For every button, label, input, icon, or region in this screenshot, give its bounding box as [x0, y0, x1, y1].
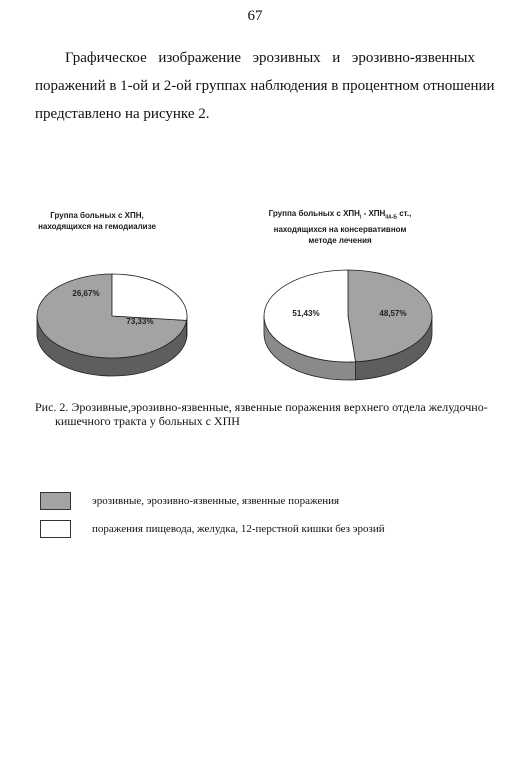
- intro-paragraph: [35, 44, 495, 128]
- intro-line-2: поражений в 1-ой и 2-ой группах наблюдения в процентном отношении: [35, 78, 495, 94]
- figure-2: [0, 198, 510, 398]
- legend-label-non-erosive: поражения пищевода, желудка, 12-перстной кишки без эрозий: [92, 523, 385, 535]
- figure-caption: [35, 400, 488, 428]
- pie-chart-2: [264, 270, 432, 380]
- page-number: 67: [247, 8, 263, 24]
- legend-swatch-erosive: [40, 492, 71, 510]
- chart-2-title-line-3: методе лечения: [308, 235, 372, 245]
- legend-label-erosive: эрозивные, эрозивно-язвенные, язвенные поражения: [92, 495, 340, 507]
- pie-1-slice-non-erosive: [112, 274, 187, 320]
- intro-line-3: представлено на рисунке 2.: [35, 106, 210, 122]
- chart-2-title-line-2: находящихся на консервативном: [273, 224, 407, 234]
- pie-2-label-erosive: 48,57%: [379, 309, 407, 318]
- chart-1-title-line-2: находящихся на гемодиализе: [38, 222, 156, 231]
- caption-line-1: Рис. 2. Эрозивные,эрозивно-язвенные, язвенные поражения верхнего отдела желудочно-: [35, 400, 488, 414]
- pie-1-label-non-erosive: 26,67%: [72, 289, 100, 298]
- chart-2-title-line-1: Группа больных с $ХПН_I - ХПН_{IIA-Б}$ ст.,: [268, 209, 412, 221]
- pie-charts: [0, 198, 510, 398]
- caption-line-2: кишечного тракта у больных с ХПН: [55, 414, 240, 428]
- pie-chart-1: [37, 274, 187, 376]
- legend-swatch-non-erosive: [40, 520, 71, 538]
- pie-1-label-erosive: 73,33%: [126, 317, 154, 326]
- pie-2-label-non-erosive: 51,43%: [292, 309, 320, 318]
- intro-line-1: Графическое изображение эрозивных и эрозивно-язвенных: [65, 50, 475, 66]
- chart-1-title-line-1: Группа больных с ХПН,: [50, 211, 144, 220]
